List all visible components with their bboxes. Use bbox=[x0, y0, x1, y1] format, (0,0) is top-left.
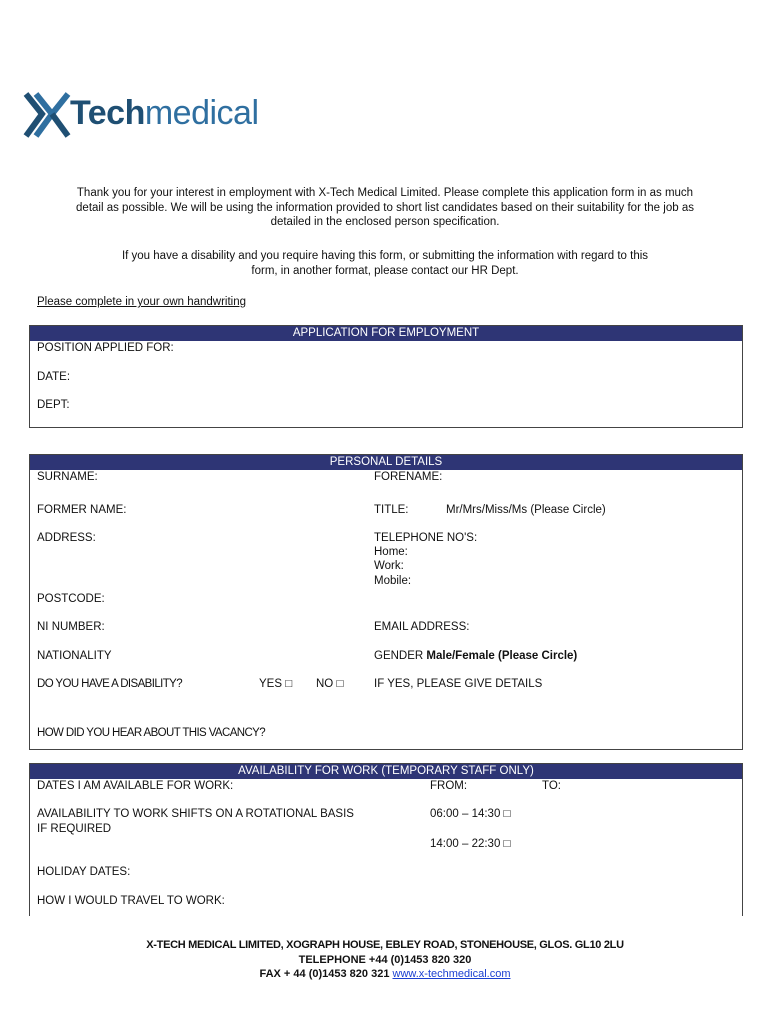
gender-options[interactable]: Male/Female (Please Circle) bbox=[426, 650, 578, 662]
shift-early-checkbox[interactable]: 06:00 – 14:30 □ bbox=[430, 808, 511, 820]
intro-line: Thank you for your interest in employment with X-Tech Medical Limited. Please complete this application form in as much bbox=[76, 187, 694, 199]
nationality-field[interactable]: NATIONALITY bbox=[37, 650, 112, 662]
position-applied-field[interactable]: POSITION APPLIED FOR: bbox=[37, 342, 174, 354]
x-mark-icon bbox=[22, 90, 74, 142]
disability-no-checkbox[interactable]: NO □ bbox=[316, 678, 344, 690]
footer-fax: FAX + 44 (0)1453 820 321 bbox=[259, 968, 390, 980]
intro-paragraph bbox=[40, 186, 730, 230]
dept-field[interactable]: DEPT: bbox=[37, 399, 70, 411]
holiday-dates-field[interactable]: HOLIDAY DATES: bbox=[37, 866, 131, 878]
personal-details-header: PERSONAL DETAILS bbox=[30, 455, 742, 470]
logo-wordmark bbox=[70, 94, 259, 133]
former-name-field[interactable]: FORMER NAME: bbox=[37, 504, 127, 516]
application-header: APPLICATION FOR EMPLOYMENT bbox=[30, 326, 742, 341]
intro-line: detailed in the enclosed person specification. bbox=[270, 216, 500, 228]
company-logo bbox=[22, 88, 282, 140]
logo-wordmark-tech: Tech bbox=[70, 94, 145, 132]
application-section bbox=[29, 325, 743, 428]
work-phone-field[interactable]: Work: bbox=[374, 560, 404, 572]
travel-method-field[interactable]: HOW I WOULD TRAVEL TO WORK: bbox=[37, 895, 225, 907]
email-field[interactable]: EMAIL ADDRESS: bbox=[374, 621, 470, 633]
telephone-label: TELEPHONE NO'S: bbox=[374, 532, 478, 544]
home-phone-field[interactable]: Home: bbox=[374, 546, 408, 558]
footer-fax-line bbox=[40, 967, 730, 982]
footer-address: X-TECH MEDICAL LIMITED, XOGRAPH HOUSE, EBLEY ROAD, STONEHOUSE, GLOS. GL10 2LU bbox=[146, 939, 624, 951]
title-options[interactable]: Mr/Mrs/Miss/Ms (Please Circle) bbox=[446, 504, 606, 516]
ni-number-field[interactable]: NI NUMBER: bbox=[37, 621, 105, 633]
disability-question: DO YOU HAVE A DISABILITY? bbox=[37, 678, 182, 690]
available-to-field[interactable]: TO: bbox=[542, 780, 561, 792]
gender-label: GENDER bbox=[374, 650, 424, 662]
postcode-field[interactable]: POSTCODE: bbox=[37, 593, 105, 605]
vacancy-source-field[interactable]: HOW DID YOU HEAR ABOUT THIS VACANCY? bbox=[37, 727, 266, 739]
website-link[interactable]: www.x-techmedical.com bbox=[392, 968, 511, 980]
personal-details-section bbox=[29, 454, 743, 750]
surname-field[interactable]: SURNAME: bbox=[37, 471, 98, 483]
disability-note-line: If you have a disability and you require having this form, or submitting the information with regard to this bbox=[121, 250, 649, 262]
disability-note bbox=[40, 249, 730, 278]
available-dates-field[interactable]: DATES I AM AVAILABLE FOR WORK: bbox=[37, 780, 234, 792]
disability-yes-checkbox[interactable]: YES □ bbox=[259, 678, 293, 690]
address-field[interactable]: ADDRESS: bbox=[37, 532, 96, 544]
logo-wordmark-medical: medical bbox=[144, 94, 259, 132]
availability-header: AVAILABILITY FOR WORK (TEMPORARY STAFF ONLY) bbox=[30, 764, 742, 779]
rotational-shifts-label-2: IF REQUIRED bbox=[37, 823, 112, 835]
title-field[interactable]: TITLE: bbox=[374, 504, 409, 516]
availability-section bbox=[29, 763, 743, 916]
shift-late-checkbox[interactable]: 14:00 – 22:30 □ bbox=[430, 838, 511, 850]
date-field[interactable]: DATE: bbox=[37, 371, 71, 383]
rotational-shifts-label: AVAILABILITY TO WORK SHIFTS ON A ROTATIONAL BASIS bbox=[37, 808, 354, 820]
mobile-phone-field[interactable]: Mobile: bbox=[374, 575, 412, 587]
footer-telephone: TELEPHONE +44 (0)1453 820 320 bbox=[298, 953, 472, 966]
handwriting-instruction: Please complete in your own handwriting bbox=[37, 296, 247, 308]
gender-field[interactable] bbox=[374, 650, 577, 662]
forename-field[interactable]: FORENAME: bbox=[374, 471, 443, 483]
disability-note-line: form, in another format, please contact our HR Dept. bbox=[251, 264, 519, 277]
intro-line: detail as possible. We will be using the information provided to short list candidates based on their suitability for the job as bbox=[76, 201, 694, 214]
disability-details-field[interactable]: IF YES, PLEASE GIVE DETAILS bbox=[374, 678, 543, 690]
company-footer bbox=[40, 938, 730, 982]
available-from-field[interactable]: FROM: bbox=[430, 780, 468, 792]
